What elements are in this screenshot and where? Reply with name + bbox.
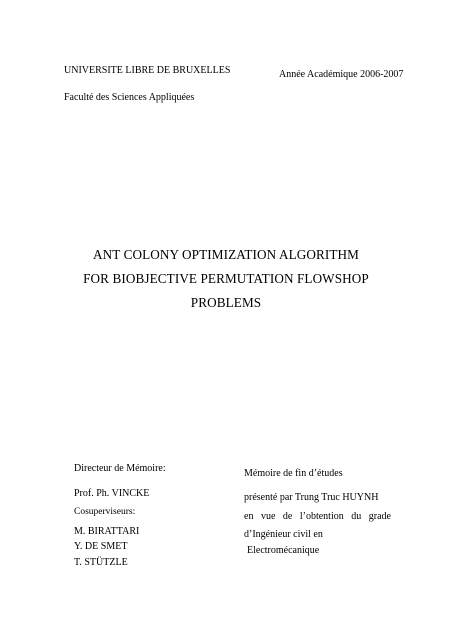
presented-by: présenté par Trung Truc HUYNH — [244, 492, 379, 503]
obtention-word: grade — [368, 510, 391, 522]
cosupervisor-2: Y. DE SMET — [74, 541, 128, 552]
university-name: UNIVERSITE LIBRE DE BRUXELLES — [64, 65, 231, 76]
cosupervisor-1: M. BIRATTARI — [74, 526, 140, 537]
academic-year: Année Académique 2006-2007 — [279, 69, 404, 80]
thesis-type: Mémoire de fin d’études — [244, 468, 343, 479]
director-name: Prof. Ph. VINCKE — [74, 488, 150, 499]
obtention-line — [244, 508, 391, 527]
title-line-1: ANT COLONY OPTIMIZATION ALGORITHM — [93, 247, 359, 262]
degree-line: d’Ingénieur civil en — [244, 529, 323, 540]
obtention-word: de — [282, 510, 293, 522]
presentation-block — [244, 489, 391, 545]
cosupervisors-label: Cosuperviseurs: — [74, 507, 136, 517]
obtention-word: du — [351, 510, 362, 522]
obtention-word: en — [244, 510, 254, 522]
obtention-word: vue — [260, 510, 276, 522]
title-line-3: PROBLEMS — [190, 295, 262, 310]
cosupervisor-3: T. STÜTZLE — [74, 557, 128, 568]
faculty-name: Faculté des Sciences Appliquées — [64, 92, 195, 103]
thesis-title — [0, 243, 452, 315]
director-label: Directeur de Mémoire: — [74, 463, 166, 474]
obtention-word: l’obtention — [299, 510, 344, 522]
field-of-study: Electromécanique — [247, 545, 320, 556]
title-line-2: FOR BIOBJECTIVE PERMUTATION FLOWSHOP — [83, 271, 369, 286]
